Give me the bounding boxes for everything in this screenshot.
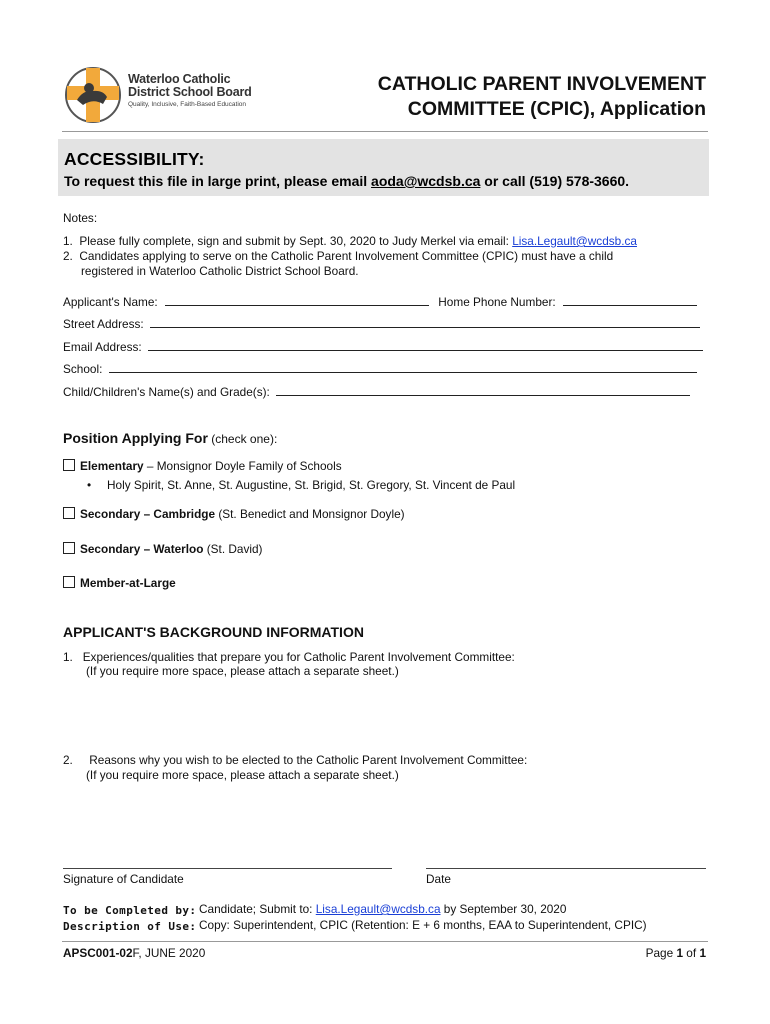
- completed-by-label: To be Completed by:: [63, 904, 197, 917]
- document-title: [378, 72, 706, 122]
- logo-text: [128, 73, 252, 108]
- secondary-waterloo-checkbox[interactable]: [63, 542, 75, 554]
- logo-tagline: Quality, Inclusive, Faith-Based Education: [128, 101, 247, 108]
- street-address-label: Street Address:: [63, 317, 144, 331]
- page-number: Page 1 of 1: [645, 946, 706, 960]
- background-heading: APPLICANT'S BACKGROUND INFORMATION: [63, 624, 364, 640]
- secondary-cambridge-checkbox[interactable]: [63, 507, 75, 519]
- background-question-1-note: (If you require more space, please attach a separate sheet.): [86, 664, 399, 678]
- background-question-2-note: (If you require more space, please attach a separate sheet.): [86, 768, 399, 782]
- applicant-name-row: [63, 295, 708, 310]
- aoda-email-link[interactable]: aoda@wcdsb.ca: [371, 173, 481, 189]
- email-address-label: Email Address:: [63, 340, 142, 354]
- member-at-large-checkbox[interactable]: [63, 576, 75, 588]
- footer-divider: [62, 941, 708, 942]
- notes-item-1: 1. Please fully complete, sign and submit by Sept. 30, 2020 to Judy Merkel via email: Lisa.Legault@wcdsb.ca: [63, 234, 637, 248]
- title-line2: COMMITTEE (CPIC), Application: [407, 98, 706, 120]
- children-label: Child/Children's Name(s) and Grade(s):: [63, 385, 270, 399]
- completed-by-text: Candidate; Submit to: Lisa.Legault@wcdsb.ca by September 30, 2020: [199, 902, 567, 916]
- background-question-1: 1. Experiences/qualities that prepare you for Catholic Parent Involvement Committee:: [63, 650, 515, 664]
- notes-item-2: 2. Candidates applying to serve on the Catholic Parent Involvement Committee (CPIC) must have a child: [63, 249, 614, 263]
- option-elementary: Elementary – Monsignor Doyle Family of Schools: [63, 459, 342, 474]
- elementary-checkbox[interactable]: [63, 459, 75, 471]
- option-member-at-large: Member-at-Large: [63, 576, 176, 591]
- position-heading: Position Applying For (check one):: [63, 430, 278, 446]
- school-label: School:: [63, 362, 103, 376]
- signature-label: Signature of Candidate: [63, 872, 184, 886]
- school-row: [63, 362, 708, 377]
- option-secondary-cambridge: Secondary – Cambridge (St. Benedict and Monsignor Doyle): [63, 507, 405, 522]
- logo-name-line1: Waterloo Catholic: [128, 72, 231, 86]
- notes-item-2-cont: registered in Waterloo Catholic District School Board.: [81, 264, 359, 278]
- home-phone-label: Home Phone Number:: [438, 295, 556, 309]
- signature-line[interactable]: [63, 868, 392, 869]
- home-phone-field[interactable]: [563, 295, 697, 306]
- completed-by-email-link[interactable]: Lisa.Legault@wcdsb.ca: [315, 902, 441, 916]
- accessibility-text: To request this file in large print, please email aoda@wcdsb.ca or call (519) 578-3660.: [64, 173, 630, 189]
- children-row: [63, 385, 708, 400]
- title-line1: CATHOLIC PARENT INVOLVEMENT: [377, 73, 706, 95]
- children-field[interactable]: [276, 385, 690, 396]
- street-address-field[interactable]: [150, 317, 700, 328]
- background-question-2: 2. Reasons why you wish to be elected to the Catholic Parent Involvement Committee:: [63, 753, 528, 767]
- date-label: Date: [426, 872, 451, 886]
- notes-email-link[interactable]: Lisa.Legault@wcdsb.ca: [512, 234, 637, 248]
- background-answer-1-area[interactable]: [63, 686, 708, 746]
- header-divider: [62, 131, 708, 132]
- elementary-schools-bullet: • Holy Spirit, St. Anne, St. Augustine, St. Brigid, St. Gregory, St. Vincent de Paul: [87, 478, 516, 492]
- email-address-row: [63, 340, 708, 355]
- form-code: APSC001-02F, JUNE 2020: [63, 946, 206, 960]
- accessibility-heading: ACCESSIBILITY:: [64, 149, 205, 169]
- applicant-name-field[interactable]: [165, 295, 429, 306]
- logo-name-line2: District School Board: [128, 85, 252, 99]
- background-answer-2-area[interactable]: [63, 790, 708, 860]
- school-field[interactable]: [109, 362, 697, 373]
- option-secondary-waterloo: Secondary – Waterloo (St. David): [63, 542, 262, 557]
- street-address-row: [63, 317, 708, 332]
- email-address-field[interactable]: [148, 340, 703, 351]
- description-of-use-label: Description of Use:: [63, 920, 197, 933]
- applicant-name-label: Applicant's Name:: [63, 295, 158, 309]
- notes-label: Notes:: [63, 211, 98, 225]
- date-line[interactable]: [426, 868, 706, 869]
- description-of-use-text: Copy: Superintendent, CPIC (Retention: E + 6 months, EAA to Superintendent, CPIC): [199, 918, 647, 932]
- accessibility-box: [58, 139, 709, 196]
- cross-emblem-icon: [63, 64, 125, 126]
